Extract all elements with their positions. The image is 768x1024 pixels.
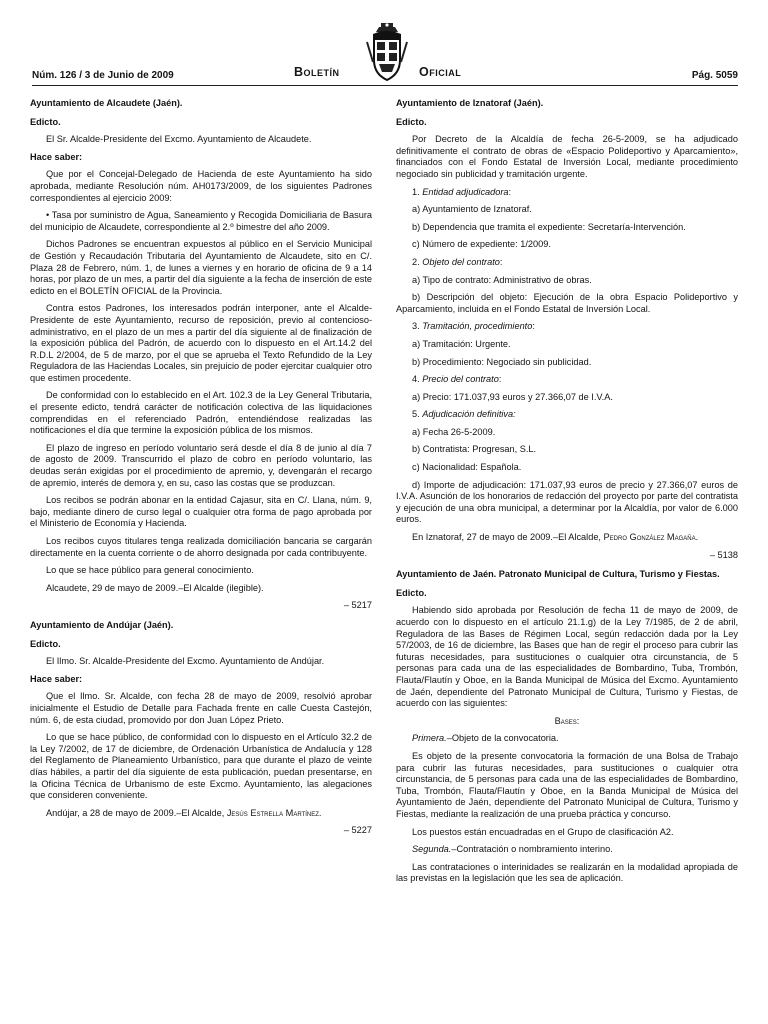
right-column [396,98,738,891]
list-number: 4. [412,374,423,385]
base-number: Primera. [412,733,447,744]
paragraph: El Sr. Alcalde-Presidente del Excmo. Ayuntamiento de Alcaudete. [46,134,312,145]
section-title: Ayuntamiento de Iznatoraf (Jaén). [396,98,544,108]
list-heading-end: : [532,321,535,332]
list-heading-text: Objeto del contrato [422,256,500,267]
issue-number: Núm. 126 / 3 de Junio de 2009 [32,70,174,81]
list-heading-text: Entidad adjudicadora [422,186,509,197]
list-item: a) Ayuntamiento de Iznatoraf. [412,204,532,215]
section-title: Ayuntamiento de Alcaudete (Jaén). [30,98,183,108]
list-item: a) Fecha 26-5-2009. [412,426,496,437]
signatory-name: Jesús Estrella Martínez [226,807,319,818]
province-crest-icon [365,22,409,84]
edicto-label: Edicto. [396,116,427,127]
paragraph: Dichos Padrones se encuentran expuestos al público en el Servicio Municipal de Gestión y Recaudación Tributaria del Ayuntamiento de Alcaudete, sito en C/. Plaza 28 de Febrero, núm. 1, de lunes a viernes y en horario de oficina de 9 a 14 horas, por plazo de un mes, a partir del día siguiente a la fecha de inserción de este edicto en el BOLETÍN OFICIAL de la Provincia. [30,239,372,296]
paragraph: Los recibos cuyos titulares tenga realizada domiciliación bancaria se cargarán directamente en la cuenta corriente o de ahorro designada por cada contribuyente. [30,536,372,558]
paragraph: Que por el Concejal-Delegado de Hacienda de este Ayuntamiento ha sido aprobada, mediante Resolución núm. AH0173/2009, de los siguientes Padrones correspondientes al ejercicio 2009: [30,169,372,203]
reference-number: – 5138 [709,549,738,560]
list-heading [396,257,738,269]
list-heading [396,321,738,333]
signature-text: Andújar, a 28 de mayo de 2009.–El Alcalde, [46,807,227,818]
paragraph: Los recibos se podrán abonar en la entidad Cajasur, sita en C/. Llana, núm. 9, bajo, mediante dinero de curso legal o cualquier otra forma de pago aprobada por el Ministerio de Economía y Hacienda. [30,495,372,529]
list-item: a) Tramitación: Urgente. [412,338,511,349]
list-number: 2. [412,256,423,267]
section-title: Ayuntamiento de Andújar (Jaén). [30,619,174,630]
list-item: c) Número de expediente: 1/2009. [412,239,551,250]
list-item: b) Descripción del objeto: Ejecución de la obra Espacio Polideportivo y Aparcamiento, incluida en el Fondo Estatal de Inversión Local. [396,292,738,314]
paragraph: Las contrataciones o interinidades se realizarán en la modalidad apropiada de las previstas en la legislación que les sea de aplicación. [396,861,738,884]
base-title: –Contratación o nombramiento interino. [451,844,613,855]
list-number: 3. [412,321,423,332]
hace-saber-label: Hace saber: [30,673,83,684]
paragraph: • Tasa por suministro de Agua, Saneamiento y Recogida Domiciliaria de Basura del municipio de Alcaudete, correspondiente al 2.º bimestre del año 2009. [30,210,372,232]
base-heading [396,844,738,856]
bases-heading: Bases: [554,715,580,726]
paragraph: Que el Ilmo. Sr. Alcalde, con fecha 28 de mayo de 2009, resolvió aprobar inicialmente el Estudio de Detalle para Fachada frente en calle Cuesta Castejón, núm. 6, de esta ciudad, promovido por don Juan López Prieto. [30,691,372,725]
list-item: c) Nacionalidad: Española. [412,462,522,473]
list-heading [396,187,738,199]
signature-end: . [695,532,699,543]
list-heading-end: : [498,374,502,385]
list-heading-end: : [499,256,503,267]
list-item: b) Contratista: Progresan, S.L. [412,444,537,455]
paragraph: Es objeto de la presente convocatoria la formación de una Bolsa de Trabajo para cubrir las futuras necesidades, para sustituciones o cualquier otra circunstancia, de 5 personas para cada una de las especialidades de Bombardino, Tuba, Trombón, Flauta/Flautín y Oboe, en la Banda Municipal de Música del Ayuntamiento de Jaén, dependiente del Patronato Municipal de Cultura, Turismo y Fiestas, mediante la realización de una prueba práctica y concurso. [396,750,738,819]
bulletin-title-word-1: Boletín [294,65,340,79]
list-heading-text: Adjudicación definitiva: [422,409,516,420]
signature-line [396,532,738,544]
paragraph: Lo que se hace público para general conocimiento. [46,565,254,576]
paragraph: Contra estos Padrones, los interesados podrán interponer, ante el Alcalde-Presidente de este Ayuntamiento, recurso de reposición, previo al contencioso-administrativo, en el plazo de un mes a partir del día siguiente al de finalización de la exposición pública del Padrón, de acuerdo con lo dispuesto en el Art.14.2 del R.D.L 2/2004, de 5 de marzo, por el que se aprueba el Texto Refundido de la Ley Reguladora de las Haciendas Locales, sin prejuicio de poder ejercitar cualquier otro que estimen procedente. [30,303,372,383]
list-item: b) Procedimiento: Negociado sin publicidad. [412,356,592,367]
list-heading [396,374,738,386]
paragraph: El Ilmo. Sr. Alcalde-Presidente del Excmo. Ayuntamiento de Andújar. [46,656,325,667]
signature-line: Alcaudete, 29 de mayo de 2009.–El Alcalde (ilegible). [46,582,264,593]
reference-number: – 5217 [343,600,372,611]
list-number: 1. [412,186,423,197]
list-item: b) Dependencia que tramita el expediente: Secretaría-Intervención. [412,221,686,232]
reference-number: – 5227 [343,825,372,836]
signature-line [30,808,372,820]
list-item: d) Importe de adjudicación: 171.037,93 euros de precio y 27.366,07 euros de I.V.A. Asunción de los honorarios de redacción del proyecto por parte del contratista y ejecución de una obra municipal, a determinar por la Alcaldía, por valor de 6.000 euros. [396,479,738,525]
paragraph: Los puestos están encuadradas en el Grupo de clasificación A2. [412,826,674,837]
page-header [32,22,738,88]
paragraph: Por Decreto de la Alcaldía de fecha 26-5-2009, se ha adjudicado definitivamente el contrato de obras de «Espacio Polideportivo y Aparcamiento», financiados con el Fondo Estatal de Inversión Local, mediante procedimiento negociado sin publicidad y tramitación urgente. [396,134,738,179]
list-heading-text: Precio del contrato [422,374,499,385]
base-number: Segunda. [412,844,452,855]
bulletin-title-word-2: Oficial [419,65,462,79]
hace-saber-label: Hace saber: [30,151,83,162]
paragraph: El plazo de ingreso en período voluntario será desde el día 8 de junio al día 7 de agosto de 2009. Transcurrido el plazo de cobro en período voluntario, las deudas serán exigidas por el procedimiento de apremio, y, devengarán el recargo de apremio, interés de demora y, en su, caso las costas que se produzcan. [30,442,372,488]
base-title: –Objeto de la convocatoria. [446,733,559,744]
edicto-label: Edicto. [396,587,427,598]
signature-text: En Iznatoraf, 27 de mayo de 2009.–El Alcalde, [412,532,604,543]
header-rule [32,85,738,86]
left-column [30,98,372,845]
list-heading [396,409,738,421]
paragraph: Habiendo sido aprobada por Resolución de fecha 11 de mayo de 2009, de acuerdo con lo dispuesto en el artículo 21.1.g) de la Ley 7/1985, de 2 de abril, Reguladora de las Bases de Régimen Local, según redacción dada por la Ley 57/2003, de 16 de diciembre, las Bases que han de regir el proceso para cubrir las futuras necesidades, para sustituciones o cualquier otra circunstancia, de 5 personas para cada una de las especialidades de Bombardino, Tuba, Trombón, Flauta/Flautín y Oboe, en la Banda Municipal de Música del Excmo. Ayuntamiento de Jaén, dependiente del Patronato Municipal de Cultura, Turismo y Fiestas, de acuerdo con las siguientes: [396,605,738,709]
edicto-label: Edicto. [30,116,61,127]
paragraph: De conformidad con lo establecido en el Art. 102.3 de la Ley General Tributaria, el presente edicto, tendrá carácter de notificación colectiva de las liquidaciones comprendidas en el referenciado Padrón, entendiéndose realizadas las notificaciones el día que termine la exposición pública de los mismos. [30,390,372,436]
signatory-name: Pedro González Magaña [603,532,696,543]
list-item: a) Tipo de contrato: Administrativo de obras. [412,274,592,285]
edicto-label: Edicto. [30,638,61,649]
list-heading-text: Tramitación, procedimiento [422,321,533,332]
base-heading [396,733,738,745]
paragraph: Lo que se hace público, de conformidad con lo dispuesto en el Artículo 32.2 de la Ley 7/2002, de 17 de diciembre, de Ordenación Urbanística de Andalucía y 128 del Reglamento de Planeamiento Urbanístico, para que durante el plazo de veinte días hábiles, a partir del día siguiente de esta publicación, puedan presentarse, en la Oficina Técnica de Urbanismo de este Excmo. Ayuntamiento, las alegaciones que consideren conveniente. [30,732,372,801]
list-number: 5. [412,409,423,420]
list-item: a) Precio: 171.037,93 euros y 27.366,07 de I.V.A. [412,391,613,402]
list-heading-end: : [508,186,512,197]
section-title: Ayuntamiento de Jaén. Patronato Municipal de Cultura, Turismo y Fiestas. [396,569,720,580]
page-number: Pág. 5059 [691,70,738,81]
signature-end: . [318,807,322,818]
